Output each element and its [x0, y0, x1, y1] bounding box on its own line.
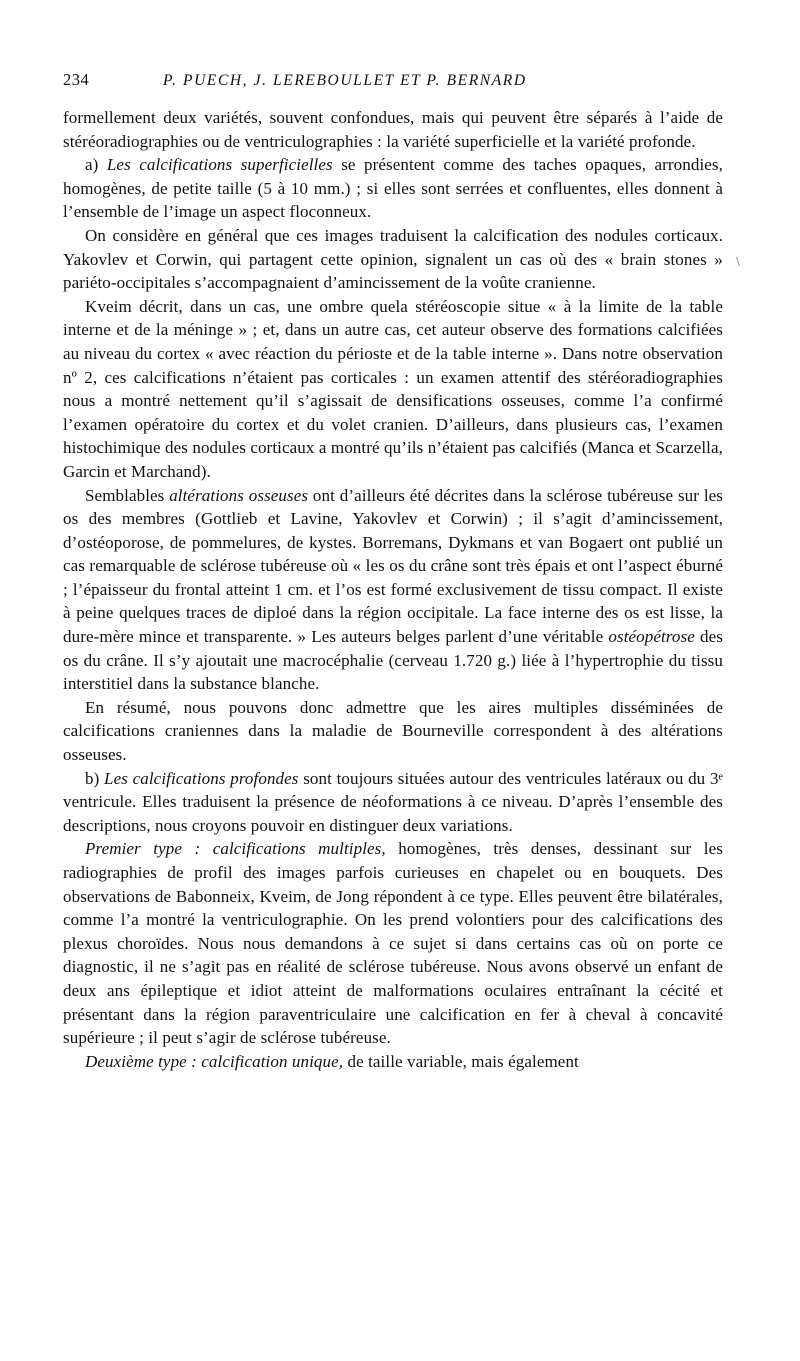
body-text [63, 106, 723, 1073]
paragraph [63, 484, 723, 696]
page-number: 234 [63, 70, 90, 89]
running-title: P. PUECH, J. LEREBOULLET ET P. BERNARD [163, 72, 527, 89]
italic-text: ostéopétrose [608, 627, 695, 647]
text-run: b) [85, 768, 105, 788]
text-run: Semblables [85, 485, 170, 505]
paragraph [63, 295, 723, 484]
italic-text: Deuxième type : calcification unique, [85, 1051, 344, 1071]
paragraph [63, 837, 723, 1049]
italic-text: Les calcifications profondes [104, 768, 299, 788]
text-run: En résumé, nous pouvons donc admettre que les aires multiples disséminées de calcifications craniennes dans la maladie de Bourneville correspondent à des altérations osseuses. [63, 697, 723, 765]
paragraph [63, 106, 723, 153]
text-run: formellement deux variétés, souvent confondues, mais qui peuvent être séparés à l’aide de stéréoradiographies ou de ventriculographies : la variété superficielle et la variété profonde. [63, 108, 723, 151]
paragraph [63, 224, 723, 295]
paragraph [63, 767, 723, 838]
text-run: sont toujours situées autour des ventricules latéraux ou du 3ᵉ ventricule. Elles traduisent la présence de néoformations à ce niveau. D’après l’ensemble des descriptions, nous croyons pouvoir en distinguer deux variations. [63, 768, 724, 835]
text-run: des os du crâne. Il s’y ajoutait une macrocéphalie (cerveau 1.720 g.) liée à l’hypertrophie du tissu interstitiel dans la substance blanche. [63, 627, 723, 694]
text-run: de taille variable, mais également [343, 1051, 579, 1071]
text-run: Kveim décrit, dans un cas, une ombre quela stéréoscopie situe « à la limite de la table interne et de la méninge » ; et, dans un autre cas, cet auteur observe des formations calcifiées au niveau du cortex « avec réaction du périoste et de la table interne ». Dans notre observation nº 2, ces calcifications n’étaient pas corticales : un examen attentif des stéréoradiographies nous a montré nettement qu’il s’agissait de densifications osseuses, comme l’a confirmé l’examen opératoire du cortex et du volet cranien. D’ailleurs, dans plusieurs cas, l’examen histochimique des nodules corticaux a montré qu’ils n’étaient pas calcifiés (Manca et Scarzella, Garcin et Marchand). [63, 296, 723, 481]
paragraph [63, 153, 723, 224]
running-header [63, 70, 723, 106]
text-run: On considère en général que ces images traduisent la calcification des nodules corticaux. Yakovlev et Corwin, qui partagent cette opinion, signalent un cas où des « brain stones » pariéto-occipitales s’accompagnaient d’amincissement de la voûte cranienne. [63, 225, 723, 293]
italic-text: Premier type : calcifications multiples, [85, 839, 386, 859]
italic-text: Les calcifications superficielles [106, 155, 333, 175]
italic-text: altérations osseuses [169, 485, 309, 505]
paragraph [63, 696, 723, 767]
paragraph [63, 1050, 723, 1074]
text-run: homogènes, très denses, dessinant sur les radiographies de profil des images parfois curieuses en chapelet ou en bouquets. Des observations de Babonneix, Kveim, de Jong répondent à ce type. Elles peuvent être bilatérales, comme l’a montré la ventriculographie. On les prend volontiers pour des calcifications des plexus choroïdes. Nous nous demandons à ce sujet si dans certains cas où on porte ce diagnostic, il ne s’agit pas en réalité de sclérose tubéreuse. Nous avons observé un enfant de deux ans épileptique et idiot atteint de malformations oculaires entraînant la cécité et présentant dans la région paraventriculaire une calcification en fer à cheval à concavité supérieure ; il peut s’agir de sclérose tubéreuse. [63, 839, 723, 1048]
margin-mark: \ [736, 255, 740, 270]
text-run: ont d’ailleurs été décrites dans la sclérose tubéreuse sur les os des membres (Gottlieb et Lavine, Yakovlev et Corwin) ; il s’agit d’amincissement, d’ostéoporose, de pommelures, de kystes. Borremans, Dykmans et van Bogaert ont publié un cas remarquable de sclérose tubéreuse où « les os du crâne sont très épais et ont l’aspect éburné ; l’épaisseur du frontal atteint 1 cm. et l’os est formé exclusivement de tissu compact. Il existe à peine quelques traces de diploé dans la région occipitale. La face interne des os est lisse, la dure-mère mince et transparente. » Les auteurs belges parlent d’une véritable [63, 485, 724, 647]
text-run: a) [85, 155, 107, 175]
text-run: se présentent comme des taches opaques, arrondies, homogènes, de petite taille (5 à 10 mm.) ; si elles sont serrées et confluentes, elles donnent à l’ensemble de l’image un aspect floconneux. [63, 155, 723, 222]
